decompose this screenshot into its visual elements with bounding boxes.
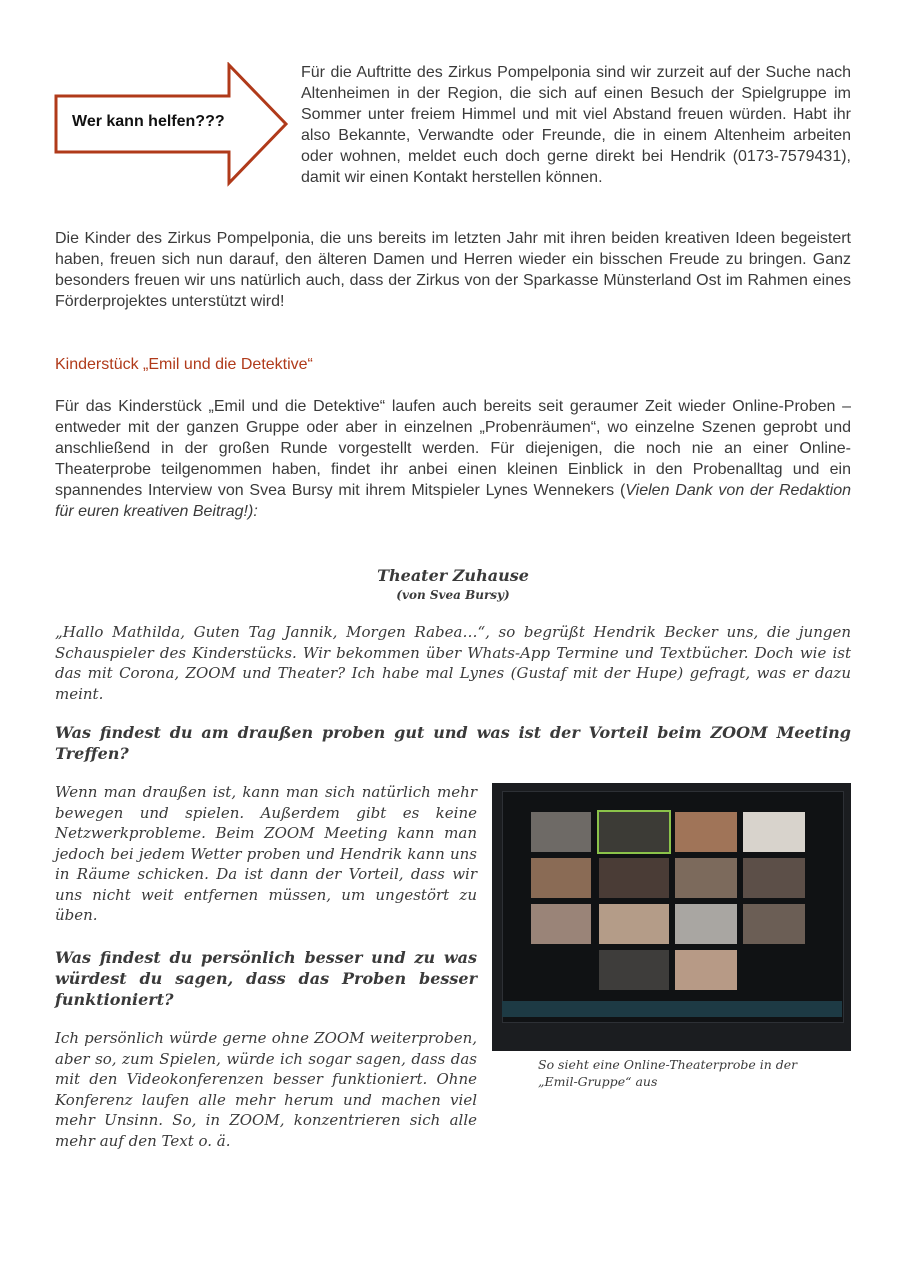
video-tile: [675, 950, 737, 990]
video-tile: [599, 858, 669, 898]
video-tile: [743, 904, 805, 944]
interview-question-2: Was findest du persönlich besser und zu was würdest du sagen, dass das Proben besser funktioniert?: [55, 948, 477, 1009]
photo-caption: So sieht eine Online-Theaterprobe in der „Emil-Gruppe“ aus: [538, 1057, 798, 1089]
video-tile: [743, 812, 805, 852]
video-tile: [599, 812, 669, 852]
laptop-screen: [502, 791, 844, 1023]
interview-question-1: Was findest du am draußen proben gut und was ist der Vorteil beim ZOOM Meeting Treffen?: [55, 723, 851, 763]
intro-paragraph: Für die Auftritte des Zirkus Pompelponia sind wir zurzeit auf der Suche nach Altenheimen in der Region, die sich auf einen Besuch der Spielgruppe im Sommer unter freiem Himmel und mit viel Abstand freuen würden. Habt ihr also Bekannte, Verwandte oder Freunde, die in einem Altenheim arbeiten oder wohnen, meldet euch doch gerne direkt bei Hendrik (0173-7579431), damit wir einen Kontakt herstellen können.: [301, 64, 851, 186]
zoom-meeting-photo: [492, 783, 851, 1051]
video-tile: [599, 950, 669, 990]
video-tile: [531, 812, 591, 852]
interview-answer-2: Ich persönlich würde gerne ohne ZOOM weiterproben, aber so, zum Spielen, würde ich sogar sagen, dass das mit den Videokonferenzen besser funktioniert. Ohne Konferenz laufen alle mehr herum und machen viel mehr Unsinn. So, in ZOOM, konzentrieren sich alle mehr auf den Text o. ä.: [55, 1029, 477, 1150]
video-tile: [531, 904, 591, 944]
article-byline: (von Svea Bursy): [396, 588, 510, 602]
callout-label: Wer kann helfen???: [72, 113, 225, 130]
video-tile: [675, 858, 737, 898]
video-tile: [675, 904, 737, 944]
interview-answer-1: Wenn man draußen ist, kann man sich natürlich mehr bewegen und spielen. Außerdem gibt es keine Netzwerkprobleme. Beim ZOOM Meeting kann man jedoch bei jedem Wetter proben und Hendrik kann uns in Räume schicken. Da ist dann der Vorteil, dass wir uns nicht weit entfernen müssen, um ungestört zu üben.: [55, 783, 477, 924]
video-tile: [599, 904, 669, 944]
editorial-thanks: Vielen Dank von der Redaktion für euren kreativen Beitrag!):: [55, 482, 852, 520]
article-title: Theater Zuhause: [377, 566, 529, 585]
video-tile: [743, 858, 805, 898]
video-tile: [675, 812, 737, 852]
rehearsal-paragraph-text: Für das Kinderstück „Emil und die Detektive“ laufen auch bereits seit geraumer Zeit wieder Online-Proben – entweder mit der ganzen Gruppe oder aber in einzelnen „Probenräumen“, wo einzelne Szenen geprobt und anschließend in der großen Runde vorgestellt werden. Für diejenigen, die noch nie an einer Online-Theaterprobe teilgenommen haben, findet ihr anbei einen kleinen Einblick in den Probenalltag und ein spannendes Interview von Svea Bursy mit ihrem Mitspieler Lynes Wennekers (: [55, 398, 851, 499]
article-intro: „Hallo Mathilda, Guten Tag Jannik, Morgen Rabea…“, so begrüßt Hendrik Becker uns, die jungen Schauspieler des Kinderstücks. Wir bekommen über Whats-App Termine und Textbücher. Doch wie ist das mit Corona, ZOOM und Theater? Ich habe mal Lynes (Gustaf mit der Hupe) gefragt, was er dazu meint.: [55, 623, 851, 703]
rehearsal-paragraph: [55, 396, 851, 522]
circus-paragraph: Die Kinder des Zirkus Pompelponia, die uns bereits im letzten Jahr mit ihren beiden kreativen Ideen begeistert haben, freuen sich nun darauf, den älteren Damen und Herren wieder ein bisschen Freude zu bringen. Ganz besonders freuen wir uns natürlich auch, dass der Zirkus von der Sparkasse Münsterland Ost im Rahmen eines Förderprojektes unterstützt wird!: [55, 230, 851, 310]
section-heading: Kinderstück „Emil und die Detektive“: [55, 356, 313, 373]
taskbar: [502, 1001, 842, 1017]
video-tile: [531, 858, 591, 898]
